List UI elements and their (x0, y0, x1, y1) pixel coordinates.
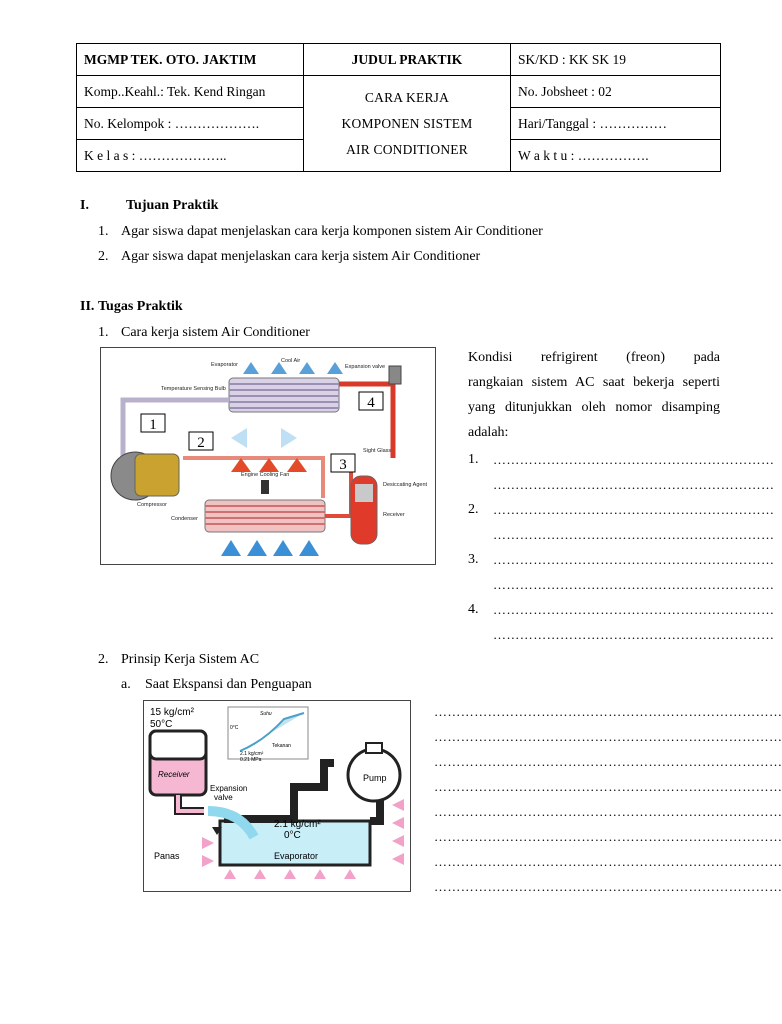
section-1-number: I. (80, 198, 89, 213)
label-desiccating-agent: Desiccating Agent (383, 482, 428, 488)
receiver-label: Receiver (158, 770, 190, 779)
discharge-line-pipe (183, 458, 323, 498)
label-engine-cooling-fan: Engine Cooling Fan (241, 472, 290, 478)
objective-2-text: Agar siswa dapat menjelaskan cara kerja sistem Air Conditioner (121, 249, 481, 264)
answer-2a-line-3: …………………………………………………………………… (434, 754, 782, 769)
answer-2a-line-2: …………………………………………………………………… (434, 729, 782, 744)
jobsheet-number: No. Jobsheet : 02 (511, 76, 721, 108)
expansion-illustration (144, 701, 410, 891)
answer-4-number: 4. (468, 602, 479, 617)
section-2-number: II. (80, 299, 95, 314)
task-2-number: 2. (98, 652, 109, 667)
compressor-body (135, 454, 179, 496)
sub-a-text: Saat Ekspansi dan Penguapan (145, 677, 312, 692)
inset-zero: 0°C (230, 725, 239, 731)
number-1: 1 (149, 417, 157, 433)
section-1-title: Tujuan Praktik (126, 198, 219, 213)
answer-4-line-a: ……………………………………………………… (493, 602, 775, 617)
task-1-text: Cara kerja sistem Air Conditioner (121, 325, 310, 340)
label-receiver: Receiver (383, 512, 405, 518)
label-sight-glass: Sight Glass (363, 448, 392, 454)
task-1-number: 1. (98, 325, 109, 340)
section-2-title: Tugas Praktik (98, 299, 183, 314)
kondisi-line-2: rangkaian sistem AC saat bekerja seperti (468, 375, 720, 390)
komp-keahlian: Komp..Keahl.: Tek. Kend Ringan (77, 76, 304, 108)
expansion-valve (389, 366, 401, 384)
label-compressor: Compressor (137, 502, 167, 508)
inset-p2: 0.21 MPa (240, 757, 262, 763)
expansion-evaporation-diagram (143, 700, 411, 892)
answer-2a-line-7: …………………………………………………………………… (434, 854, 782, 869)
sk-kd: SK/KD : KK SK 19 (511, 44, 721, 76)
label-temperature-bulb: Temperature Sensing Bulb (161, 386, 226, 392)
valve-label: valve (214, 793, 233, 802)
answer-2a-line-5: …………………………………………………………………… (434, 804, 782, 819)
answer-3-line-b: ……………………………………………………… (493, 577, 775, 592)
answer-1-line-b: ……………………………………………………… (493, 477, 775, 492)
condenser-coil (205, 500, 325, 532)
label-expansion-valve: Expansion valve (345, 364, 386, 370)
answer-2a-line-8: …………………………………………………………………… (434, 879, 782, 894)
answer-3-number: 3. (468, 552, 479, 567)
objective-1-text: Agar siswa dapat menjelaskan cara kerja komponen sistem Air Conditioner (121, 224, 543, 239)
judul-label: JUDUL PRAKTIK (304, 44, 511, 76)
ac-system-illustration (101, 348, 435, 564)
header-table (76, 43, 721, 172)
number-4: 4 (367, 395, 375, 411)
answer-3-line-a: ……………………………………………………… (493, 552, 775, 567)
title-line-3: AIR CONDITIONER (346, 141, 468, 157)
panas-label: Panas (154, 851, 180, 861)
kelompok-field: No. Kelompok : ………………. (77, 108, 304, 140)
inset-suhu: Suhu (260, 711, 272, 717)
inset-tekanan: Tekanan (272, 743, 291, 749)
expansion-label: Expansion (210, 784, 248, 793)
number-3: 3 (339, 457, 347, 473)
receiver-vapor-space (150, 731, 206, 759)
engine-cooling-fan (261, 480, 269, 494)
inset-p1: 2.1 kg/cm² (240, 751, 264, 757)
high-pressure: 15 kg/cm² (150, 707, 194, 718)
answer-2a-line-6: …………………………………………………………………… (434, 829, 782, 844)
objective-1-number: 1. (98, 224, 109, 239)
answer-2-line-b: ……………………………………………………… (493, 527, 775, 542)
pump-label: Pump (363, 773, 387, 783)
answer-4-line-b: ……………………………………………………… (493, 627, 775, 642)
inner-air-arrows (231, 428, 297, 448)
kondisi-line-1: Kondisi refrigirent (freon) pada (468, 350, 720, 365)
practice-title (304, 76, 511, 172)
heat-arrows (231, 458, 307, 472)
intake-air-arrows (221, 540, 319, 556)
desiccating-agent (355, 484, 373, 502)
evaporator-label: Evaporator (274, 851, 319, 861)
title-line-1: CARA KERJA (364, 89, 450, 105)
waktu-field: W a k t u : ……………. (511, 140, 721, 172)
answer-1-line-a: ……………………………………………………… (493, 452, 775, 467)
pump-top (366, 743, 382, 753)
answer-1-number: 1. (468, 452, 479, 467)
answer-2a-line-4: …………………………………………………………………… (434, 779, 782, 794)
answer-2-line-a: ……………………………………………………… (493, 502, 775, 517)
liquid-pipe (178, 795, 204, 811)
label-evaporator: Evaporator (211, 362, 238, 368)
label-cool-air: Cool Air (281, 358, 301, 364)
school-name: MGMP TEK. OTO. JAKTIM (77, 44, 304, 76)
sub-a-letter: a. (121, 677, 131, 692)
task-2-text: Prinsip Kerja Sistem AC (121, 652, 260, 667)
answer-2-number: 2. (468, 502, 479, 517)
high-temperature: 50°C (150, 719, 173, 730)
kelas-field: K e l a s : ……………….. (77, 140, 304, 172)
answer-2a-line-1: …………………………………………………………………… (434, 704, 782, 719)
objective-2-number: 2. (98, 249, 109, 264)
number-2: 2 (197, 435, 205, 451)
ac-system-diagram (100, 347, 436, 565)
title-line-2: KOMPONEN SISTEM (341, 115, 473, 131)
kondisi-line-4: adalah: (468, 425, 509, 440)
low-pressure: 2.1 kg/cm² (274, 819, 321, 830)
low-temperature: 0°C (284, 830, 301, 841)
kondisi-line-3: yang ditunjukkan oleh nomor disamping (468, 400, 720, 415)
label-condenser: Condenser (171, 516, 198, 522)
hari-tanggal-field: Hari/Tanggal : …………… (511, 108, 721, 140)
